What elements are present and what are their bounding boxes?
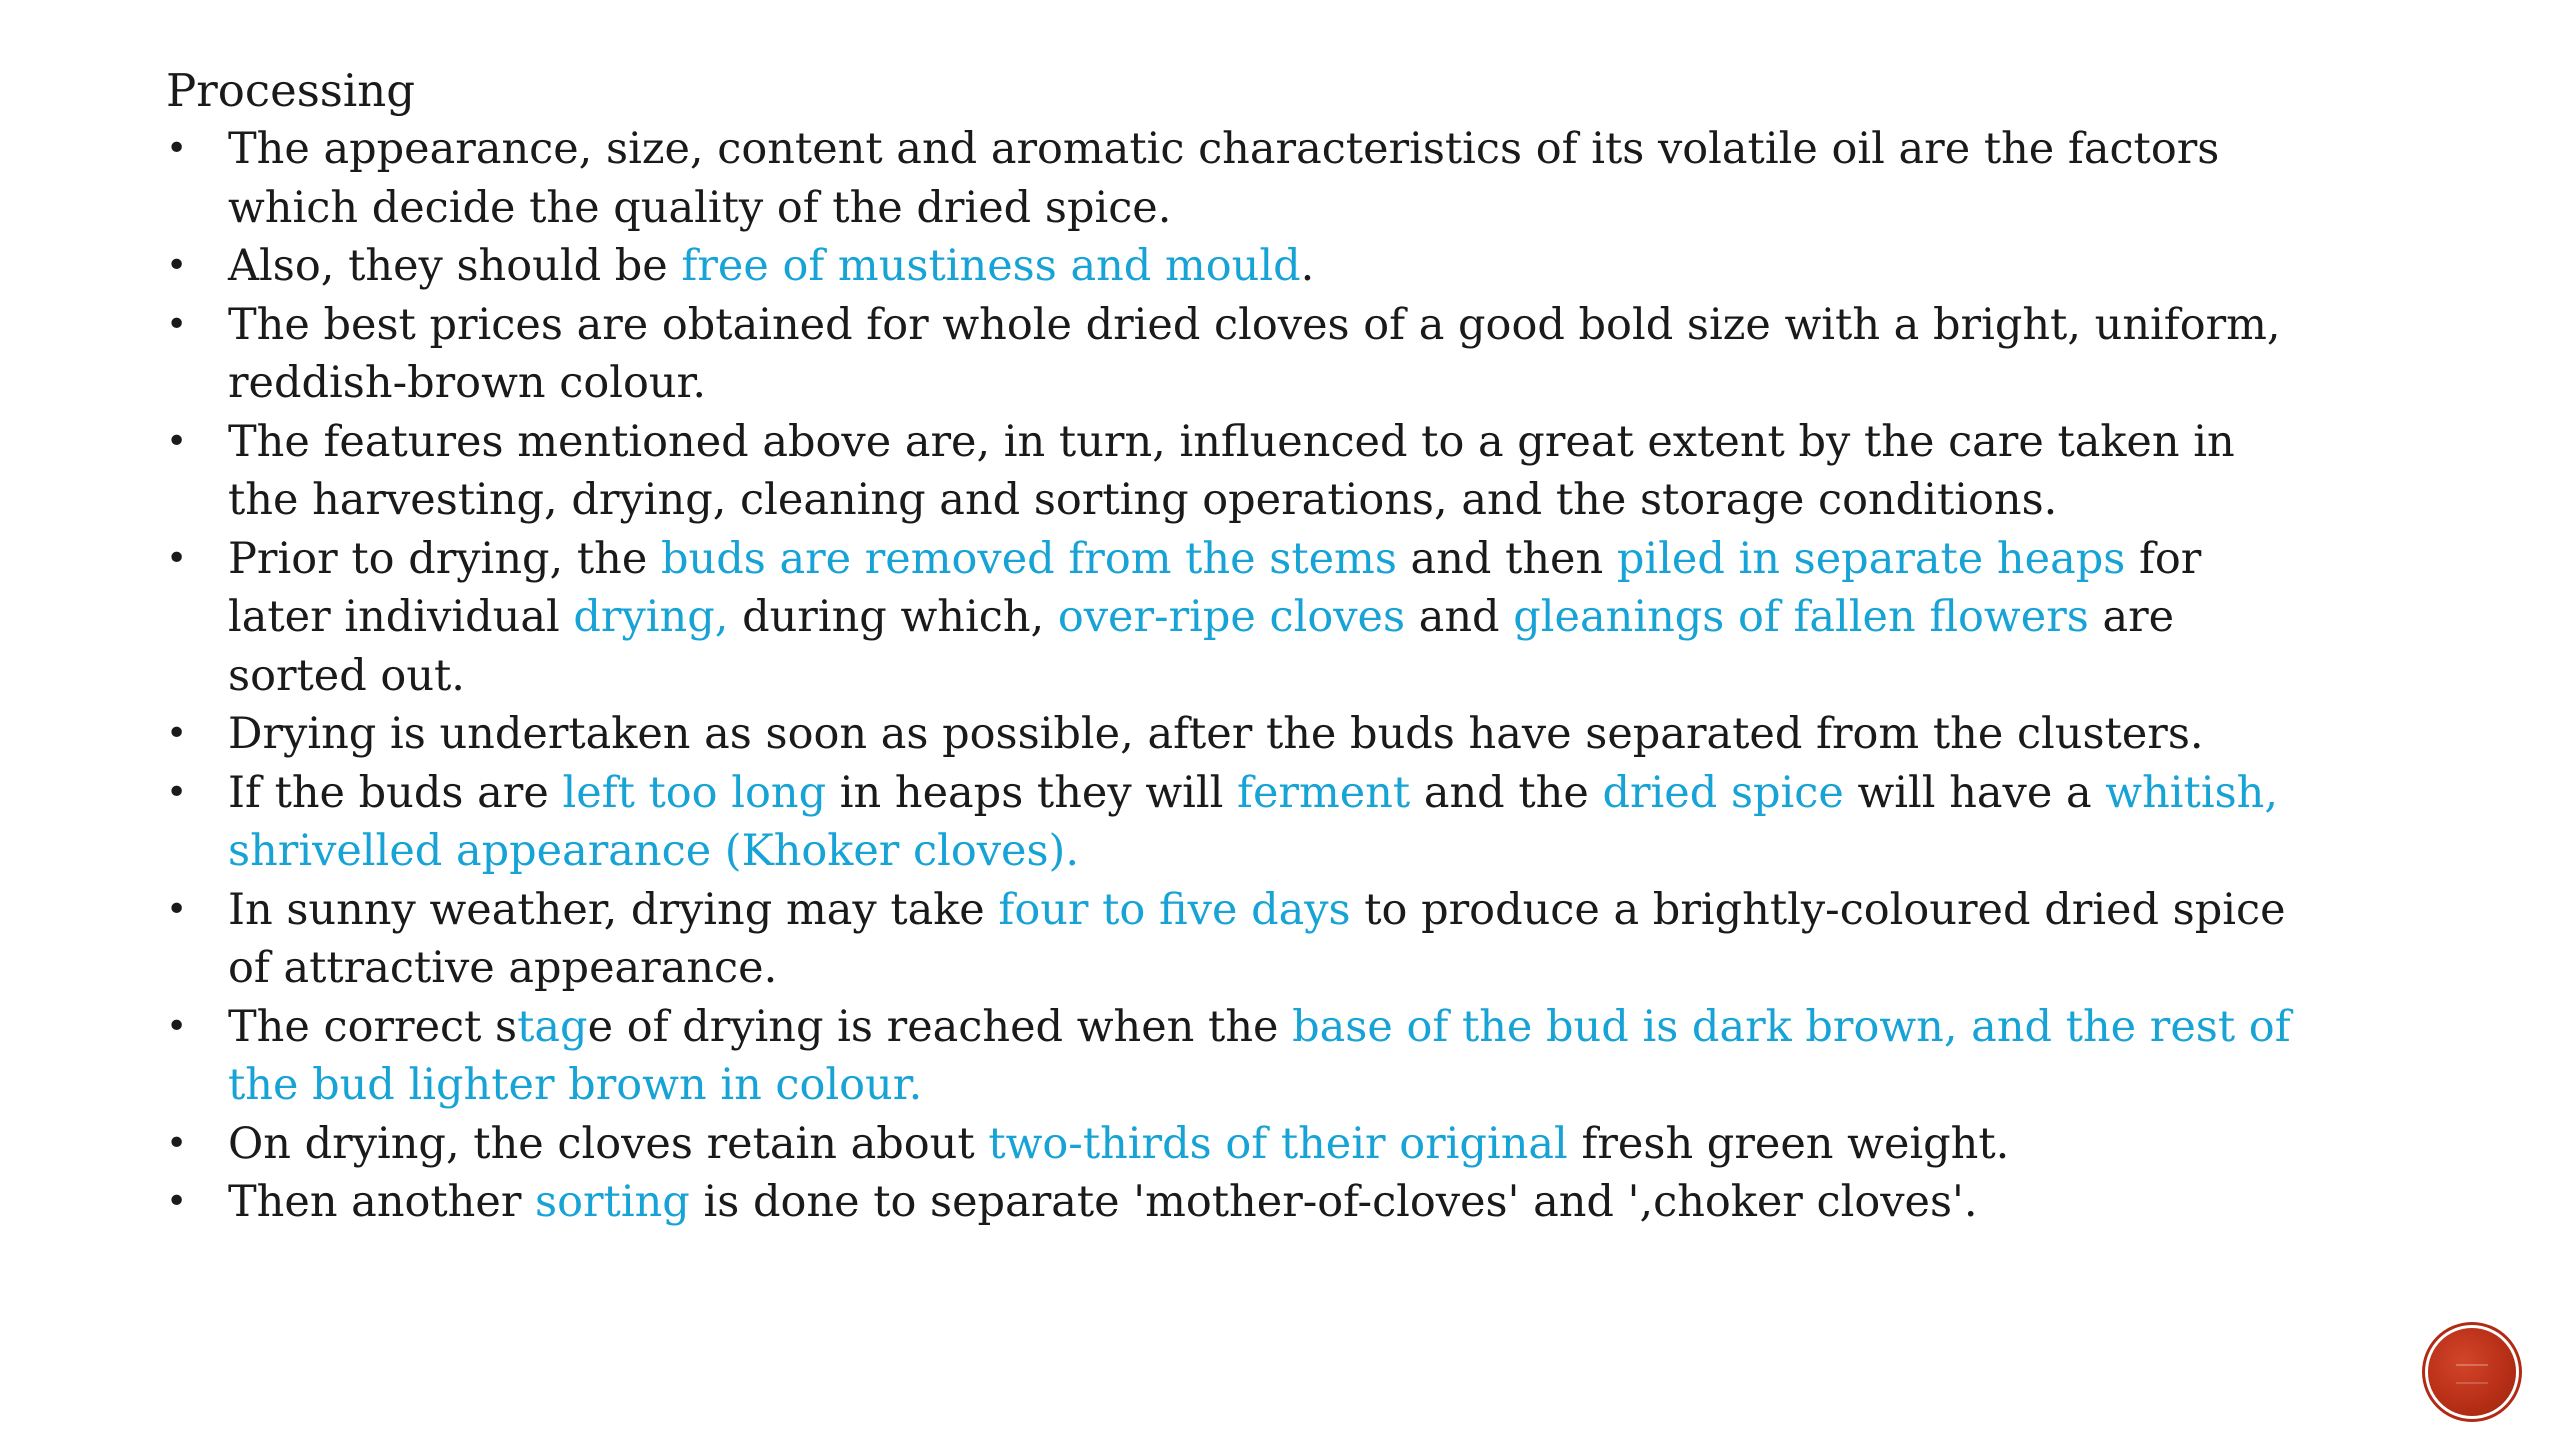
bullet-marker: • [166,1005,188,1047]
bullet-text: Drying is undertaken as soon as possible, after the buds have separated from the clusters. [228,709,2204,759]
bullet-text: are sorted out. [228,592,2175,701]
highlighted-text: left too long [562,767,827,818]
bullet-item [166,120,2306,237]
bullet-item [166,998,2306,1115]
bullet-marker: • [166,128,188,169]
highlighted-text: tag [517,1001,588,1052]
badge-inner-mark [2456,1364,2488,1384]
bullet-item [166,881,2306,998]
slide-heading: Processing [166,64,416,117]
bullet-text: is done to separate 'mother-of-cloves' and ',choker cloves'. [689,1177,1978,1227]
highlighted-text: base of the bud is dark brown, and the rest of the bud lighter brown in colour. [228,1001,2291,1110]
bullet-text: will have a [1843,767,2106,818]
bullet-text: On drying, the cloves retain about [228,1118,989,1169]
highlighted-text: dried spice [1602,767,1844,818]
highlighted-text: free of mustiness and mould [681,241,1301,291]
bullet-marker: • [166,713,188,754]
bullet-marker: • [166,771,188,813]
highlighted-text: sorting [535,1177,690,1227]
bullet-item [166,1115,2306,1174]
bullet-marker: • [166,537,188,579]
highlighted-text: two-thirds of their original [988,1118,1568,1169]
bullet-text: . [1300,241,1315,291]
bullet-marker: • [166,245,188,286]
bullet-text: Then another [228,1177,536,1227]
highlighted-text: buds are removed from the stems [660,533,1397,584]
slide-number-badge-icon[interactable] [2428,1328,2516,1416]
bullet-item [166,530,2306,706]
bullet-text: If the buds are [228,767,563,818]
bullet-text: In sunny weather, drying may take [228,884,999,935]
bullet-item [166,705,2306,764]
bullet-text: The appearance, size, content and aromatic characteristics of its volatile oil are the factors which decide the quality of the dried spice. [228,124,2220,233]
bullet-text: for later individual [228,533,2202,642]
bullet-text: and the [1410,767,1603,818]
bullet-text: and [1405,592,1514,642]
bullet-text: to produce a brightly-coloured dried spice of attractive appearance. [228,884,2286,993]
bullet-marker: • [166,303,188,345]
bullet-text: in heaps they will [826,767,1238,818]
bullet-text: Also, they should be [228,241,682,291]
highlighted-text: drying, [573,592,729,642]
highlighted-text: piled in separate heaps [1616,533,2126,584]
bullet-text: and then [1396,533,1617,584]
bullet-text: The correct s [228,1001,518,1052]
bullet-marker: • [166,420,188,462]
bullet-item [166,413,2306,530]
bullet-item [166,764,2306,881]
bullet-list [166,120,2306,1232]
bullet-text: e of drying is reached when the [587,1001,1293,1052]
bullet-marker: • [166,1122,188,1164]
bullet-text: Prior to drying, the [228,533,661,584]
bullet-item [166,237,2306,296]
bullet-item [166,296,2306,413]
highlighted-text: gleanings of fallen flowers [1513,592,2089,642]
bullet-marker: • [166,1181,188,1222]
bullet-text: fresh green weight. [1567,1118,2010,1169]
highlighted-text: whitish, shrivelled appearance (Khoker cloves). [228,767,2278,876]
bullet-marker: • [166,888,188,930]
bullet-item [166,1173,2306,1232]
bullet-text: during which, [728,592,1058,642]
slide-content [166,62,2306,1232]
highlighted-text: ferment [1237,767,1411,818]
bullet-text: The features mentioned above are, in turn, influenced to a great extent by the care taken in the harvesting, drying, cleaning and sorting operations, and the storage conditions. [228,416,2235,525]
highlighted-text: four to five days [998,884,1351,935]
highlighted-text: over-ripe cloves [1057,592,1406,642]
bullet-text: The best prices are obtained for whole dried cloves of a good bold size with a bright, uniform, reddish-brown colour. [228,299,2281,408]
